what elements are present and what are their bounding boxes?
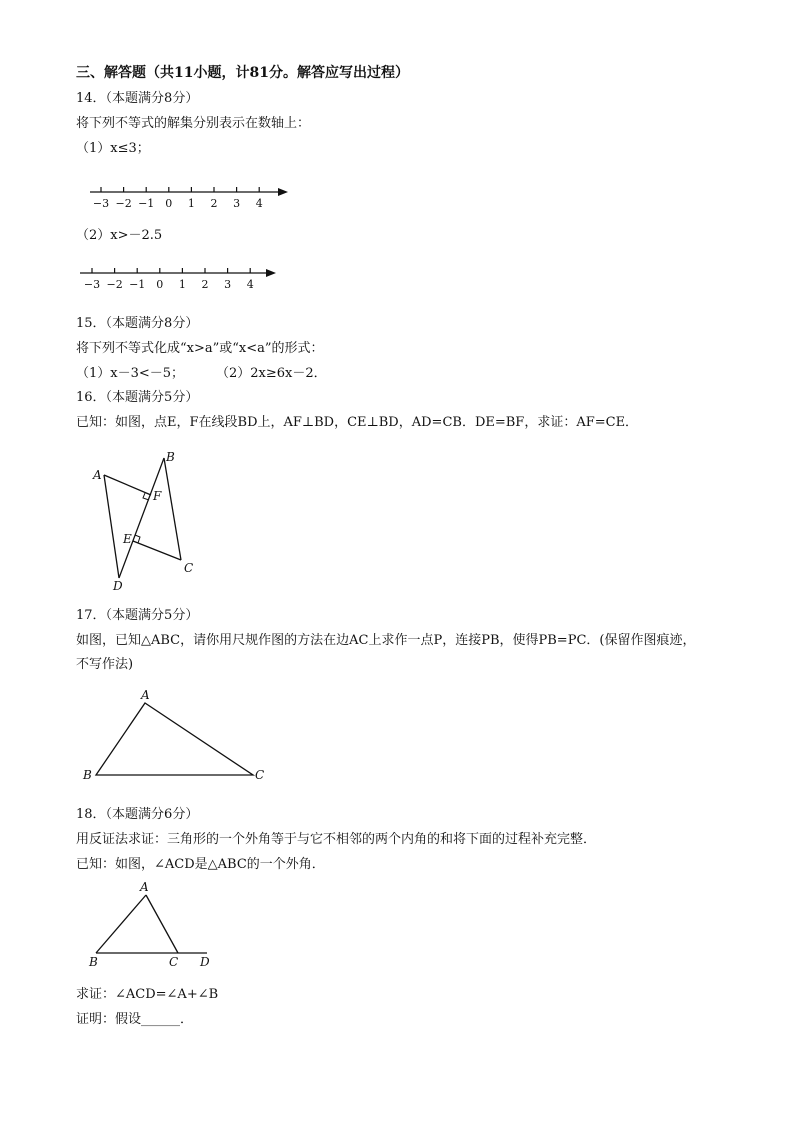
label-D: D [200,955,210,969]
label-A: A [93,468,102,482]
number-line-2 [80,268,276,291]
q16-statement: 已知：如图，点E，F在线段BD上，AF⊥BD，CE⊥BD，AD=CB．DE=BF，求证：AF=CE． [76,415,639,430]
q17-figure [82,688,264,782]
number-line-tick-label: 3 [224,278,232,291]
section-title: 三、解答题（共11小题，计81分。解答应写出过程） [76,65,409,81]
label-B: B [83,768,92,782]
q18-figure [88,880,210,969]
q14-instruction: 将下列不等式的解集分别表示在数轴上： [76,116,311,131]
label-D: D [113,579,123,593]
q14-part2: （2）x>－2.5 [76,228,163,243]
segment-AF [104,475,151,495]
label-A: A [141,688,150,702]
number-line-tick-label: −3 [83,278,101,291]
number-line-tick-label: 3 [233,197,241,210]
label-A: A [140,880,149,894]
label-C: C [169,955,179,969]
segment-BC [164,458,181,560]
number-line-tick-label: −1 [129,278,146,291]
number-line-tick-label: 1 [187,197,195,210]
number-line-tick-label: 4 [255,197,263,210]
arrow-icon [266,269,276,277]
q18-prove: 求证：∠ACD=∠A+∠B [76,987,219,1002]
label-B: B [166,450,175,464]
number-line-tick-label: −1 [138,197,155,210]
q15-part2: （2）2x≥6x－2． [216,366,327,381]
q14-part1: （1）x≤3； [76,141,150,156]
number-line-tick-label: 1 [178,278,186,291]
q18-header: 18．（本题满分6分） [76,807,199,822]
number-line-tick-label: 0 [156,278,164,291]
q17-statement-line1: 如图，已知△ABC，请你用尺规作图的方法在边AC上求作一点P，连接PB，使得PB=PC．(保留作图痕迹， [76,633,696,648]
q16-figure [92,450,193,593]
number-line-tick-label: 0 [165,197,173,210]
number-line-tick-label: −3 [92,197,110,210]
number-line-tick-label: −2 [106,278,123,291]
q18-proof: 证明：假设______． [76,1012,194,1027]
q18-instruction: 用反证法求证：三角形的一个外角等于与它不相邻的两个内角的和将下面的过程补充完整． [76,832,597,847]
q18-given: 已知：如图，∠ACD是△ABC的一个外角． [76,857,325,872]
q17-header: 17．（本题满分5分） [76,608,199,623]
label-B: B [89,955,98,969]
segment-AB [96,895,146,953]
arrow-icon [278,188,288,196]
q15-header: 15．（本题满分8分） [76,316,199,331]
label-C: C [255,768,265,782]
q15-instruction: 将下列不等式化成“x>a”或“x<a”的形式： [76,341,324,356]
q14-header: 14．（本题满分8分） [76,91,199,106]
segment-EC [133,541,181,560]
segment-DB [119,458,164,578]
number-line-1 [90,187,288,210]
q16-header: 16．（本题满分5分） [76,390,199,405]
label-F: F [153,489,162,503]
label-C: C [184,561,194,575]
number-line-tick-label: 4 [246,278,254,291]
q17-statement-line2: 不写作法) [76,657,134,672]
number-line-tick-label: 2 [201,278,209,291]
q15-part1: （1）x－3<－5； [76,366,185,381]
number-line-tick-label: 2 [210,197,218,210]
number-line-tick-label: −2 [115,197,132,210]
triangle-ABC [96,703,253,775]
label-E: E [123,532,132,546]
segment-AD [104,475,119,578]
segment-AC [146,895,178,953]
